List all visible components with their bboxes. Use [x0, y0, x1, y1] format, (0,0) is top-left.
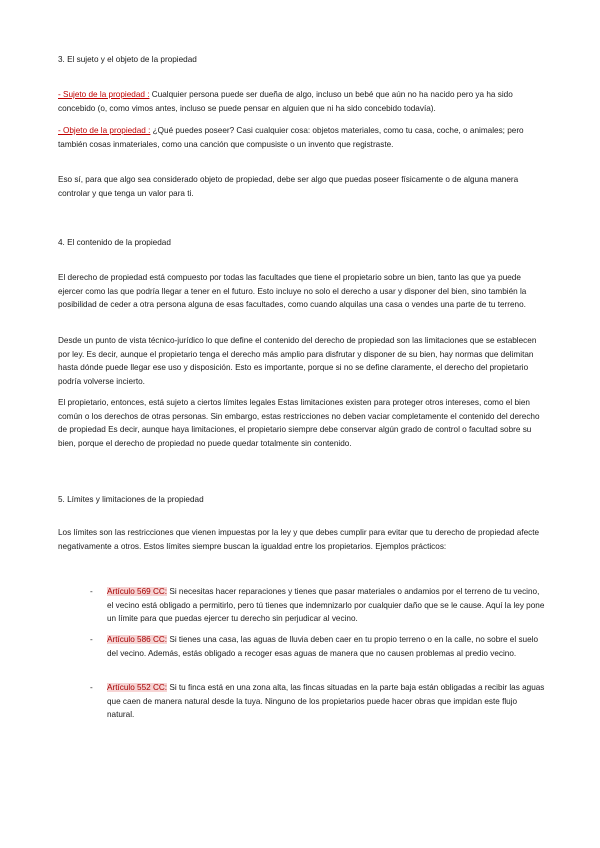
- examples-list-2: [90, 633, 546, 660]
- objeto-term: - Objeto de la propiedad :: [58, 126, 151, 135]
- section-4-paragraph-2: Desde un punto de vista técnico-jurídico lo que define el contenido del derecho de propiedad son las limitaciones que se establecen por ley. Es decir, aunque el propietario tenga el derecho más amplio para disfrutar y disponer de su bien, hay normas que delimitan hasta dónde puede llegar ese uso y disposición. Esto es importante, porque si no se define claramente, el derecho del propietario podría volverse incierto.: [58, 336, 537, 386]
- article-label: Artículo 586 CC:: [107, 635, 168, 644]
- examples-list-3: [90, 681, 546, 722]
- example-text: Si tienes una casa, las aguas de lluvia deben caer en tu propio terreno o en la calle, no sobre el suelo del vecino. Además, estás obligado a recoger esas aguas de manera que no causen problemas al predio vecino.: [107, 635, 539, 658]
- bullet-dash: -: [90, 587, 93, 596]
- examples-list: [90, 585, 546, 626]
- section-4-heading: 4. El contenido de la propiedad: [58, 238, 171, 247]
- example-text: Si necesitas hacer reparaciones y tienes que pasar materiales o andamios por el terreno de tu vecino, el vecino está obligado a permitirlo, pero tú tienes que indemnizarlo por cualquier daño que se le cause. Aquí la ley pone un límite para que puedas ejercer tu derecho sin perjudicar al vecino.: [107, 587, 545, 624]
- section-4-paragraph-1: El derecho de propiedad está compuesto por todas las facultades que tiene el propietario sobre un bien, tanto las que ya puede ejercer como las que podría llegar a tener en el futuro. Esto incluye no solo el derecho a usar y disponer del bien, sino también la posibilidad de ceder a otra persona alguna de esas facultades, como cuando alquilas una casa o vendes una parte de tu terreno.: [58, 273, 527, 310]
- section-4-paragraph-3: El propietario, entonces, está sujeto a ciertos límites legales Estas limitaciones existen para proteger otros intereses, como el bien común o los derechos de otras personas. Sin embargo, estas restricciones no deben vaciar completamente el contenido del derecho de propiedad Es decir, aunque haya limitaciones, el propietario siempre debe conservar algún grado de control o facultad sobre su bien, porque el derecho de propiedad no puede quedar totalmente sin contenido.: [58, 398, 540, 448]
- example-text: Si tu finca está en una zona alta, las fincas situadas en la parte baja están obligadas a recibir las aguas que caen de manera natural desde la tuya. Ninguno de los propietarios puede hacer obras que impidan este flujo natural.: [107, 683, 545, 720]
- article-label: Artículo 569 CC:: [107, 587, 168, 596]
- bullet-dash: -: [90, 635, 93, 644]
- article-label: Artículo 552 CC:: [107, 683, 168, 692]
- sujeto-term: - Sujeto de la propiedad :: [58, 90, 150, 99]
- section-3-conclusion: Eso sí, para que algo sea considerado objeto de propiedad, debe ser algo que puedas poseer físicamente o de alguna manera controlar y que tenga un valor para ti.: [58, 175, 519, 198]
- sujeto-text: Cualquier persona puede ser dueña de algo, incluso un bebé que aún no ha nacido pero ya ha sido concebido (o, como vimos antes, incluso se puede pensar en alguien que ni ha sido concebido todavía).: [58, 90, 513, 113]
- list-item: [90, 585, 546, 626]
- list-item: [90, 681, 546, 722]
- objeto-paragraph: [58, 124, 546, 151]
- section-5-heading: 5. Límites y limitaciones de la propiedad: [58, 495, 204, 504]
- section-3-heading: 3. El sujeto y el objeto de la propiedad: [58, 55, 197, 64]
- list-item: [90, 633, 546, 660]
- bullet-dash: -: [90, 683, 93, 692]
- objeto-text: ¿Qué puedes poseer? Casi cualquier cosa: objetos materiales, como tu casa, coche, o animales; pero también cosas inmateriales, como una canción que compusiste o un invento que registraste.: [58, 126, 524, 149]
- section-5-intro: Los límites son las restricciones que vienen impuestas por la ley y que debes cumplir para evitar que tu derecho de propiedad afecte negativamente a otros. Estos límites siempre buscan la igualdad entre los propietarios. Ejemplos prácticos:: [58, 528, 540, 551]
- sujeto-paragraph: [58, 88, 546, 115]
